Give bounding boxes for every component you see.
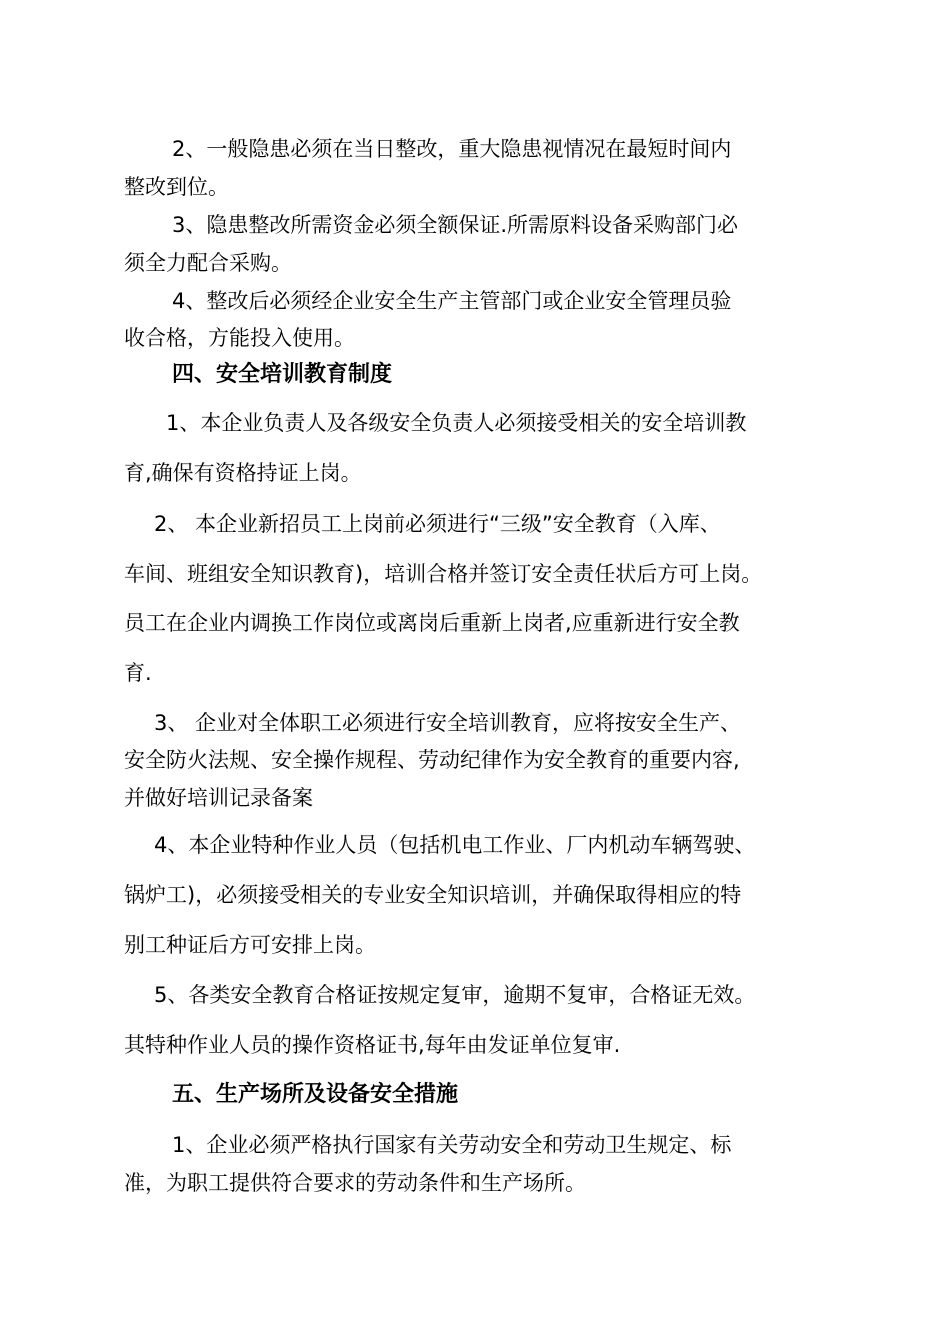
paragraph-line: 1、企业必须严格执行国家有关劳动安全和劳动卫生规定、标 [172, 1133, 732, 1157]
paragraph-line: 2、 本企业新招员工上岗前必须进行“三级”安全教育（入库、 [154, 512, 721, 536]
paragraph-line: 须全力配合采购。 [124, 251, 292, 275]
paragraph-line: 3、 企业对全体职工必须进行安全培训教育，应将按安全生产、 [154, 711, 742, 735]
section-heading: 五、生产场所及设备安全措施 [172, 1082, 459, 1107]
paragraph-line: 4、本企业特种作业人员（包括机电工作业、厂内机动车辆驾驶、 [154, 833, 756, 857]
paragraph-line: 4、整改后必须经企业安全生产主管部门或企业安全管理员验 [172, 289, 732, 313]
paragraph-line: 收合格，方能投入使用。 [124, 326, 355, 350]
paragraph-line: 锅炉工)，必须接受相关的专业安全知识培训，并确保取得相应的特 [124, 883, 742, 907]
paragraph-line: 别工种证后方可安排上岗。 [124, 933, 376, 957]
paragraph-line: 其特种作业人员的操作资格证书,每年由发证单位复审. [124, 1033, 621, 1057]
paragraph-line: 整改到位。 [124, 175, 229, 199]
paragraph-line: 准，为职工提供符合要求的劳动条件和生产场所。 [124, 1171, 586, 1195]
paragraph-line: 育. [124, 661, 152, 685]
paragraph-line: 员工在企业内调换工作岗位或离岗后重新上岗者,应重新进行安全教 [124, 611, 740, 635]
paragraph-line: 1、本企业负责人及各级安全负责人必须接受相关的安全培训教 [166, 411, 747, 435]
paragraph-line: 车间、班组安全知识教育)，培训合格并签订安全责任状后方可上岗。 [124, 562, 763, 586]
paragraph-line: 5、各类安全教育合格证按规定复审，逾期不复审，合格证无效。 [154, 983, 756, 1007]
section-heading: 四、安全培训教育制度 [172, 362, 393, 387]
paragraph-line: 安全防火法规、安全操作规程、劳动纪律作为安全教育的重要内容, [124, 748, 740, 772]
paragraph-line: 育,确保有资格持证上岗。 [124, 461, 362, 485]
paragraph-line: 3、隐患整改所需资金必须全额保证.所需原料设备采购部门必 [172, 213, 739, 237]
paragraph-line: 并做好培训记录备案 [124, 786, 313, 810]
paragraph-line: 2、一般隐患必须在当日整改，重大隐患视情况在最短时间内 [172, 137, 732, 161]
